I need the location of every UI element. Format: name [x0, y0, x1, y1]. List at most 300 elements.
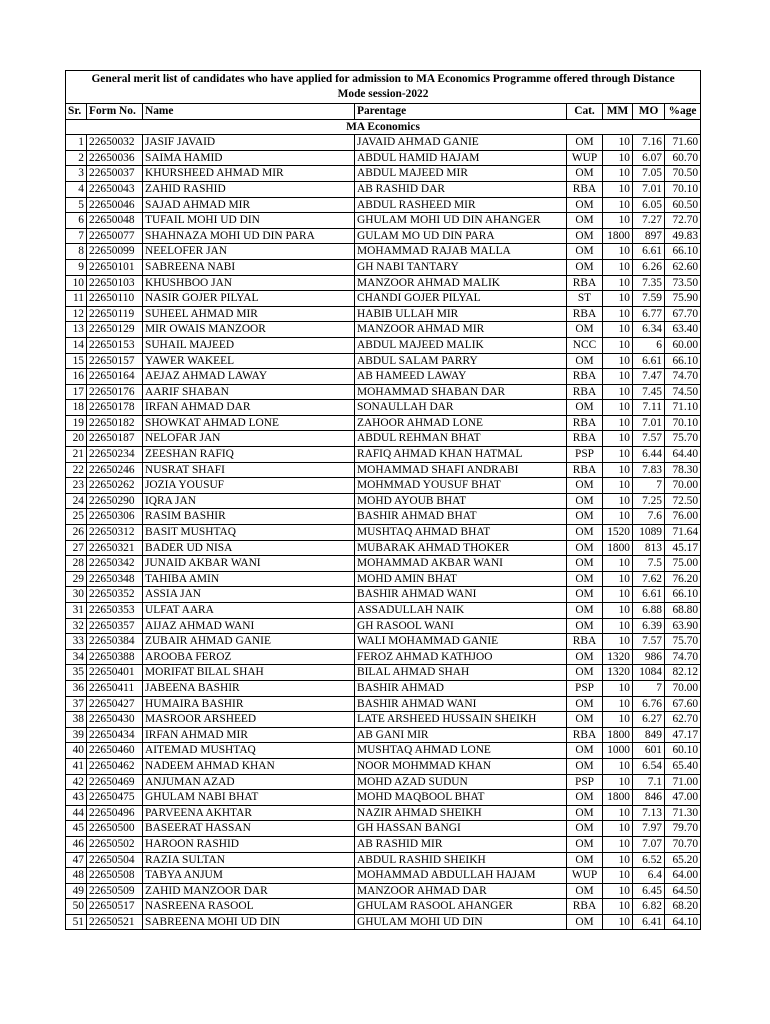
cell-parentage: MUSHTAQ AHMAD LONE [355, 743, 567, 759]
cell-max-marks: 10 [603, 431, 633, 447]
cell-name: KHUSHBOO JAN [143, 275, 355, 291]
cell-name: MIR OWAIS MANZOOR [143, 322, 355, 338]
candidate-rows [66, 135, 701, 930]
cell-parentage: MANZOOR AHMAD MALIK [355, 275, 567, 291]
cell-percentage: 70.70 [665, 836, 701, 852]
table-row [66, 712, 701, 728]
cell-max-marks: 1320 [603, 665, 633, 681]
cell-name: HUMAIRA BASHIR [143, 696, 355, 712]
cell-form-no: 22650352 [87, 587, 143, 603]
cell-category: OM [567, 805, 603, 821]
cell-max-marks: 1800 [603, 228, 633, 244]
cell-marks-obtained: 7.45 [633, 384, 665, 400]
cell-marks-obtained: 6.45 [633, 883, 665, 899]
cell-sr: 1 [66, 135, 87, 151]
cell-sr: 11 [66, 291, 87, 307]
cell-category: OM [567, 758, 603, 774]
table-row [66, 462, 701, 478]
cell-percentage: 62.70 [665, 712, 701, 728]
table-row [66, 181, 701, 197]
cell-parentage: FEROZ AHMAD KATHJOO [355, 649, 567, 665]
cell-name: ASSIA JAN [143, 587, 355, 603]
cell-category: RBA [567, 275, 603, 291]
cell-category: PSP [567, 680, 603, 696]
cell-max-marks: 10 [603, 322, 633, 338]
cell-form-no: 22650036 [87, 150, 143, 166]
cell-form-no: 22650037 [87, 166, 143, 182]
cell-sr: 17 [66, 384, 87, 400]
cell-marks-obtained: 6.82 [633, 899, 665, 915]
cell-percentage: 68.80 [665, 603, 701, 619]
cell-max-marks: 10 [603, 836, 633, 852]
cell-form-no: 22650032 [87, 135, 143, 151]
cell-sr: 6 [66, 213, 87, 229]
cell-percentage: 70.00 [665, 478, 701, 494]
cell-percentage: 70.50 [665, 166, 701, 182]
cell-sr: 39 [66, 727, 87, 743]
cell-parentage: ABDUL RASHEED MIR [355, 197, 567, 213]
table-row [66, 680, 701, 696]
cell-max-marks: 10 [603, 852, 633, 868]
cell-parentage: MUBARAK AHMAD THOKER [355, 540, 567, 556]
cell-parentage: LATE ARSHEED HUSSAIN SHEIKH [355, 712, 567, 728]
cell-parentage: NOOR MOHMMAD KHAN [355, 758, 567, 774]
cell-parentage: MOHAMMAD SHABAN DAR [355, 384, 567, 400]
cell-max-marks: 10 [603, 821, 633, 837]
cell-form-no: 22650430 [87, 712, 143, 728]
cell-marks-obtained: 6.26 [633, 259, 665, 275]
cell-category: OM [567, 790, 603, 806]
cell-category: RBA [567, 727, 603, 743]
cell-sr: 10 [66, 275, 87, 291]
cell-category: OM [567, 712, 603, 728]
cell-name: HAROON RASHID [143, 836, 355, 852]
table-row [66, 805, 701, 821]
table-row [66, 400, 701, 416]
cell-marks-obtained: 6.61 [633, 353, 665, 369]
cell-category: PSP [567, 774, 603, 790]
cell-parentage: ABDUL SALAM PARRY [355, 353, 567, 369]
cell-form-no: 22650246 [87, 462, 143, 478]
cell-parentage: HABIB ULLAH MIR [355, 306, 567, 322]
cell-max-marks: 10 [603, 384, 633, 400]
cell-category: OM [567, 353, 603, 369]
cell-form-no: 22650434 [87, 727, 143, 743]
cell-max-marks: 10 [603, 696, 633, 712]
cell-parentage: BASHIR AHMAD WANI [355, 696, 567, 712]
cell-name: TAHIBA AMIN [143, 571, 355, 587]
cell-percentage: 63.40 [665, 322, 701, 338]
table-row [66, 774, 701, 790]
cell-max-marks: 10 [603, 805, 633, 821]
cell-marks-obtained: 7.83 [633, 462, 665, 478]
table-row [66, 587, 701, 603]
merit-list-table [65, 70, 701, 930]
table-row [66, 275, 701, 291]
table-row [66, 571, 701, 587]
cell-name: IQRA JAN [143, 493, 355, 509]
cell-sr: 26 [66, 525, 87, 541]
header-row [66, 104, 701, 120]
cell-percentage: 74.70 [665, 369, 701, 385]
cell-parentage: MOHAMMAD SHAFI ANDRABI [355, 462, 567, 478]
cell-marks-obtained: 7.1 [633, 774, 665, 790]
cell-percentage: 64.40 [665, 447, 701, 463]
cell-marks-obtained: 846 [633, 790, 665, 806]
cell-max-marks: 10 [603, 587, 633, 603]
cell-max-marks: 10 [603, 353, 633, 369]
cell-percentage: 62.60 [665, 259, 701, 275]
cell-parentage: MOHD AYOUB BHAT [355, 493, 567, 509]
cell-category: NCC [567, 337, 603, 353]
cell-percentage: 78.30 [665, 462, 701, 478]
header-parentage: Parentage [355, 104, 567, 120]
section-row [66, 119, 701, 135]
cell-sr: 5 [66, 197, 87, 213]
cell-sr: 48 [66, 868, 87, 884]
cell-sr: 28 [66, 556, 87, 572]
cell-sr: 45 [66, 821, 87, 837]
cell-form-no: 22650077 [87, 228, 143, 244]
cell-marks-obtained: 7.97 [633, 821, 665, 837]
cell-marks-obtained: 6.52 [633, 852, 665, 868]
document-title [66, 71, 701, 104]
cell-marks-obtained: 7.5 [633, 556, 665, 572]
cell-max-marks: 10 [603, 899, 633, 915]
table-row [66, 821, 701, 837]
table-row [66, 228, 701, 244]
cell-name: AEJAZ AHMAD LAWAY [143, 369, 355, 385]
cell-name: ZEESHAN RAFIQ [143, 447, 355, 463]
cell-marks-obtained: 1084 [633, 665, 665, 681]
merit-list-sheet [65, 70, 700, 930]
cell-category: OM [567, 213, 603, 229]
cell-category: OM [567, 540, 603, 556]
cell-sr: 25 [66, 509, 87, 525]
cell-percentage: 64.50 [665, 883, 701, 899]
cell-max-marks: 10 [603, 166, 633, 182]
cell-parentage: SONAULLAH DAR [355, 400, 567, 416]
cell-marks-obtained: 7.57 [633, 431, 665, 447]
cell-marks-obtained: 6.61 [633, 244, 665, 260]
cell-name: JASIF JAVAID [143, 135, 355, 151]
cell-percentage: 67.60 [665, 696, 701, 712]
cell-marks-obtained: 7.16 [633, 135, 665, 151]
cell-max-marks: 1320 [603, 649, 633, 665]
table-row [66, 259, 701, 275]
cell-marks-obtained: 6.76 [633, 696, 665, 712]
table-row [66, 509, 701, 525]
cell-sr: 37 [66, 696, 87, 712]
cell-form-no: 22650234 [87, 447, 143, 463]
cell-sr: 15 [66, 353, 87, 369]
cell-category: OM [567, 696, 603, 712]
cell-category: OM [567, 603, 603, 619]
cell-form-no: 22650048 [87, 213, 143, 229]
cell-sr: 51 [66, 914, 87, 930]
cell-max-marks: 10 [603, 150, 633, 166]
cell-name: NASREENA RASOOL [143, 899, 355, 915]
cell-max-marks: 10 [603, 400, 633, 416]
cell-marks-obtained: 6.34 [633, 322, 665, 338]
cell-form-no: 22650046 [87, 197, 143, 213]
cell-sr: 22 [66, 462, 87, 478]
cell-marks-obtained: 849 [633, 727, 665, 743]
cell-parentage: ABDUL MAJEED MIR [355, 166, 567, 182]
cell-max-marks: 10 [603, 462, 633, 478]
cell-max-marks: 10 [603, 758, 633, 774]
cell-marks-obtained: 7.62 [633, 571, 665, 587]
cell-name: YAWER WAKEEL [143, 353, 355, 369]
cell-sr: 24 [66, 493, 87, 509]
cell-parentage: GH HASSAN BANGI [355, 821, 567, 837]
cell-parentage: GH NABI TANTARY [355, 259, 567, 275]
header-max-marks: MM [603, 104, 633, 120]
cell-form-no: 22650504 [87, 852, 143, 868]
cell-parentage: AB HAMEED LAWAY [355, 369, 567, 385]
cell-category: RBA [567, 431, 603, 447]
cell-form-no: 22650496 [87, 805, 143, 821]
cell-form-no: 22650411 [87, 680, 143, 696]
title-line-1: General merit list of candidates who have applied for admission to MA Economics Programme offered through Distance [91, 73, 675, 85]
cell-percentage: 60.10 [665, 743, 701, 759]
table-row [66, 353, 701, 369]
cell-sr: 46 [66, 836, 87, 852]
cell-percentage: 75.90 [665, 291, 701, 307]
cell-form-no: 22650500 [87, 821, 143, 837]
cell-category: OM [567, 556, 603, 572]
cell-name: IRFAN AHMAD MIR [143, 727, 355, 743]
cell-parentage: BASHIR AHMAD [355, 680, 567, 696]
cell-percentage: 70.10 [665, 415, 701, 431]
table-row [66, 166, 701, 182]
cell-max-marks: 10 [603, 369, 633, 385]
header-marks-obtained: MO [633, 104, 665, 120]
cell-category: OM [567, 400, 603, 416]
cell-marks-obtained: 6.39 [633, 618, 665, 634]
cell-marks-obtained: 6.05 [633, 197, 665, 213]
cell-marks-obtained: 7.11 [633, 400, 665, 416]
cell-max-marks: 10 [603, 306, 633, 322]
cell-percentage: 74.50 [665, 384, 701, 400]
cell-percentage: 47.17 [665, 727, 701, 743]
table-row [66, 790, 701, 806]
cell-category: ST [567, 291, 603, 307]
cell-percentage: 66.10 [665, 587, 701, 603]
table-row [66, 306, 701, 322]
cell-sr: 27 [66, 540, 87, 556]
cell-percentage: 66.10 [665, 244, 701, 260]
cell-name: KHURSHEED AHMAD MIR [143, 166, 355, 182]
cell-sr: 14 [66, 337, 87, 353]
cell-form-no: 22650312 [87, 525, 143, 541]
table-row [66, 415, 701, 431]
cell-marks-obtained: 6.27 [633, 712, 665, 728]
table-row [66, 727, 701, 743]
cell-parentage: ABDUL MAJEED MALIK [355, 337, 567, 353]
cell-marks-obtained: 1089 [633, 525, 665, 541]
cell-form-no: 22650043 [87, 181, 143, 197]
cell-name: ULFAT AARA [143, 603, 355, 619]
cell-marks-obtained: 7.13 [633, 805, 665, 821]
cell-category: OM [567, 883, 603, 899]
cell-parentage: GHULAM MOHI UD DIN [355, 914, 567, 930]
cell-marks-obtained: 986 [633, 649, 665, 665]
cell-parentage: MOHAMMAD ABDULLAH HAJAM [355, 868, 567, 884]
cell-form-no: 22650342 [87, 556, 143, 572]
cell-name: PARVEENA AKHTAR [143, 805, 355, 821]
cell-marks-obtained: 897 [633, 228, 665, 244]
cell-sr: 33 [66, 634, 87, 650]
cell-max-marks: 10 [603, 571, 633, 587]
cell-marks-obtained: 6.07 [633, 150, 665, 166]
cell-name: MASROOR ARSHEED [143, 712, 355, 728]
cell-form-no: 22650401 [87, 665, 143, 681]
cell-category: OM [567, 665, 603, 681]
cell-sr: 49 [66, 883, 87, 899]
cell-percentage: 60.00 [665, 337, 701, 353]
cell-form-no: 22650110 [87, 291, 143, 307]
table-row [66, 649, 701, 665]
cell-category: OM [567, 197, 603, 213]
cell-marks-obtained: 7.6 [633, 509, 665, 525]
cell-parentage: ABDUL RASHID SHEIKH [355, 852, 567, 868]
cell-name: AITEMAD MUSHTAQ [143, 743, 355, 759]
cell-max-marks: 10 [603, 447, 633, 463]
cell-sr: 31 [66, 603, 87, 619]
cell-name: MORIFAT BILAL SHAH [143, 665, 355, 681]
cell-marks-obtained: 601 [633, 743, 665, 759]
cell-percentage: 60.50 [665, 197, 701, 213]
cell-percentage: 65.40 [665, 758, 701, 774]
cell-marks-obtained: 7.27 [633, 213, 665, 229]
cell-parentage: ASSADULLAH NAIK [355, 603, 567, 619]
cell-category: OM [567, 525, 603, 541]
cell-sr: 41 [66, 758, 87, 774]
table-row [66, 540, 701, 556]
cell-max-marks: 10 [603, 291, 633, 307]
cell-percentage: 60.70 [665, 150, 701, 166]
cell-form-no: 22650182 [87, 415, 143, 431]
cell-percentage: 71.00 [665, 774, 701, 790]
cell-percentage: 82.12 [665, 665, 701, 681]
cell-form-no: 22650157 [87, 353, 143, 369]
table-row [66, 244, 701, 260]
cell-sr: 9 [66, 259, 87, 275]
table-row [66, 634, 701, 650]
cell-name: AARIF SHABAN [143, 384, 355, 400]
cell-sr: 23 [66, 478, 87, 494]
cell-form-no: 22650164 [87, 369, 143, 385]
cell-sr: 50 [66, 899, 87, 915]
cell-parentage: MANZOOR AHMAD MIR [355, 322, 567, 338]
title-row [66, 71, 701, 104]
cell-marks-obtained: 7.59 [633, 291, 665, 307]
cell-category: OM [567, 571, 603, 587]
cell-marks-obtained: 6.61 [633, 587, 665, 603]
table-row [66, 150, 701, 166]
cell-parentage: ZAHOOR AHMAD LONE [355, 415, 567, 431]
cell-marks-obtained: 813 [633, 540, 665, 556]
cell-sr: 13 [66, 322, 87, 338]
cell-category: OM [567, 821, 603, 837]
table-row [66, 135, 701, 151]
cell-name: TABYA ANJUM [143, 868, 355, 884]
table-row [66, 618, 701, 634]
cell-form-no: 22650502 [87, 836, 143, 852]
cell-form-no: 22650099 [87, 244, 143, 260]
cell-percentage: 71.10 [665, 400, 701, 416]
header-sr: Sr. [66, 104, 87, 120]
table-row [66, 914, 701, 930]
cell-marks-obtained: 6.88 [633, 603, 665, 619]
cell-name: GHULAM NABI BHAT [143, 790, 355, 806]
cell-name: NUSRAT SHAFI [143, 462, 355, 478]
cell-parentage: MANZOOR AHMAD DAR [355, 883, 567, 899]
cell-category: OM [567, 322, 603, 338]
table-row [66, 665, 701, 681]
cell-parentage: MOHAMMAD RAJAB MALLA [355, 244, 567, 260]
cell-percentage: 67.70 [665, 306, 701, 322]
cell-form-no: 22650187 [87, 431, 143, 447]
cell-name: NEELOFER JAN [143, 244, 355, 260]
cell-category: RBA [567, 181, 603, 197]
section-heading: MA Economics [66, 119, 701, 135]
cell-max-marks: 10 [603, 135, 633, 151]
cell-form-no: 22650176 [87, 384, 143, 400]
cell-category: OM [567, 135, 603, 151]
cell-form-no: 22650306 [87, 509, 143, 525]
cell-percentage: 71.64 [665, 525, 701, 541]
cell-max-marks: 10 [603, 712, 633, 728]
cell-category: OM [567, 478, 603, 494]
cell-category: PSP [567, 447, 603, 463]
cell-max-marks: 10 [603, 618, 633, 634]
cell-parentage: GULAM MO UD DIN PARA [355, 228, 567, 244]
cell-form-no: 22650462 [87, 758, 143, 774]
cell-sr: 43 [66, 790, 87, 806]
cell-form-no: 22650348 [87, 571, 143, 587]
table-row [66, 852, 701, 868]
cell-marks-obtained: 7.35 [633, 275, 665, 291]
cell-marks-obtained: 7 [633, 478, 665, 494]
cell-name: IRFAN AHMAD DAR [143, 400, 355, 416]
header-percentage: %age [665, 104, 701, 120]
cell-parentage: GH RASOOL WANI [355, 618, 567, 634]
cell-max-marks: 10 [603, 680, 633, 696]
cell-form-no: 22650103 [87, 275, 143, 291]
cell-name: AIJAZ AHMAD WANI [143, 618, 355, 634]
cell-marks-obtained: 7.05 [633, 166, 665, 182]
cell-marks-obtained: 7.57 [633, 634, 665, 650]
cell-parentage: AB RASHID MIR [355, 836, 567, 852]
cell-form-no: 22650321 [87, 540, 143, 556]
cell-sr: 30 [66, 587, 87, 603]
cell-category: WUP [567, 150, 603, 166]
cell-name: NELOFAR JAN [143, 431, 355, 447]
cell-percentage: 71.60 [665, 135, 701, 151]
table-row [66, 603, 701, 619]
table-row [66, 291, 701, 307]
header-form-no: Form No. [87, 104, 143, 120]
cell-max-marks: 10 [603, 914, 633, 930]
cell-sr: 44 [66, 805, 87, 821]
cell-marks-obtained: 6.54 [633, 758, 665, 774]
cell-parentage: BILAL AHMAD SHAH [355, 665, 567, 681]
table-row [66, 213, 701, 229]
cell-category: RBA [567, 462, 603, 478]
table-row [66, 493, 701, 509]
